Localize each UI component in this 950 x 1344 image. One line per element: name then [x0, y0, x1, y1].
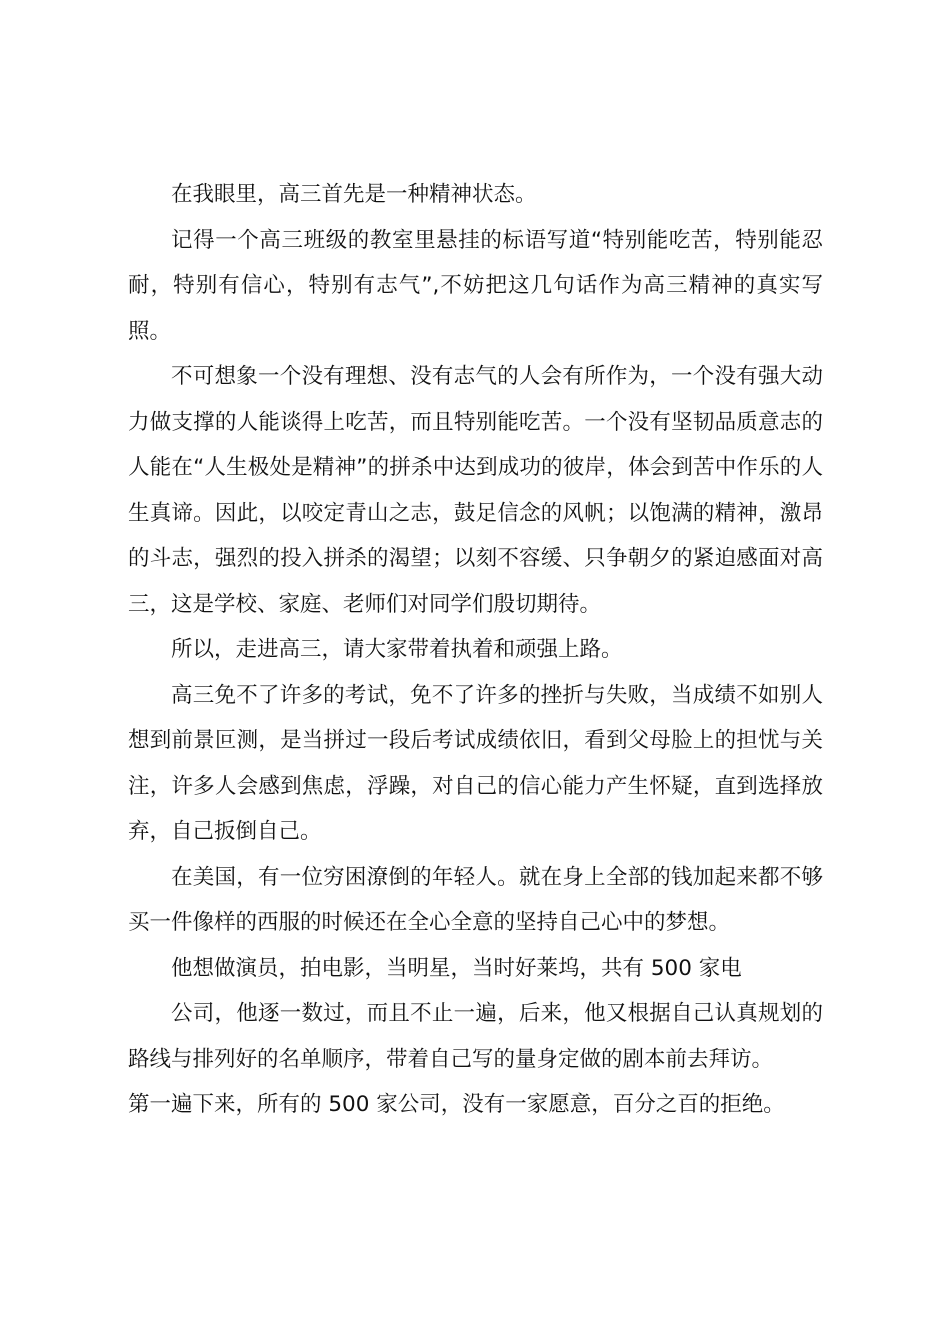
paragraph-3: 不可想象一个没有理想、没有志气的人会有所作为，一个没有强大动力做支撑的人能谈得上吃苦，而且特别能吃苦。一个没有坚韧品质意志的人能在“人生极处是精神”的拼杀中达到成功的彼岸，体会到苦中作乐的人生真谛。因此，以咬定青山之志，鼓足信念的风帆；以饱满的精神，激昂的斗志，强烈的投入拼杀的渴望；以刻不容缓、只争朝夕的紧迫感面对高三，这是学校、家庭、老师们对同学们殷切期待。: [128, 364, 823, 617]
paragraph-9: 第一遍下来，所有的 500 家公司，没有一家愿意，百分之百的拒绝。: [128, 1092, 785, 1117]
paragraph-7: 他想做演员，拍电影，当明星，当时好莱坞，共有 500 家电: [171, 955, 742, 981]
document-body: [128, 172, 823, 1128]
paragraph-6: 在美国，有一位穷困潦倒的年轻人。就在身上全部的钱加起来都不够买一件像样的西服的时候还在全心全意的坚持自己心中的梦想。: [128, 864, 823, 935]
paragraph-1: 在我眼里，高三首先是一种精神状态。: [171, 182, 537, 207]
paragraph-4: 所以，走进高三，请大家带着执着和顽强上路。: [171, 637, 623, 662]
paragraph-8: 公司，他逐一数过，而且不止一遍，后来，他又根据自己认真规划的路线与排列好的名单顺序，带着自己写的量身定做的剧本前去拜访。: [128, 1001, 823, 1072]
paragraph-5: 高三免不了许多的考试，免不了许多的挫折与失败，当成绩不如别人想到前景叵测，是当拼过一段后考试成绩依旧，看到父母脸上的担忧与关注，许多人会感到焦虑，浮躁，对自己的信心能力产生怀疑，直到选择放弃，自己扳倒自己。: [128, 682, 823, 844]
paragraph-2: 记得一个高三班级的教室里悬挂的标语写道“特别能吃苦，特别能忍耐，特别有信心，特别有志气”,不妨把这几句话作为高三精神的真实写照。: [128, 227, 823, 344]
